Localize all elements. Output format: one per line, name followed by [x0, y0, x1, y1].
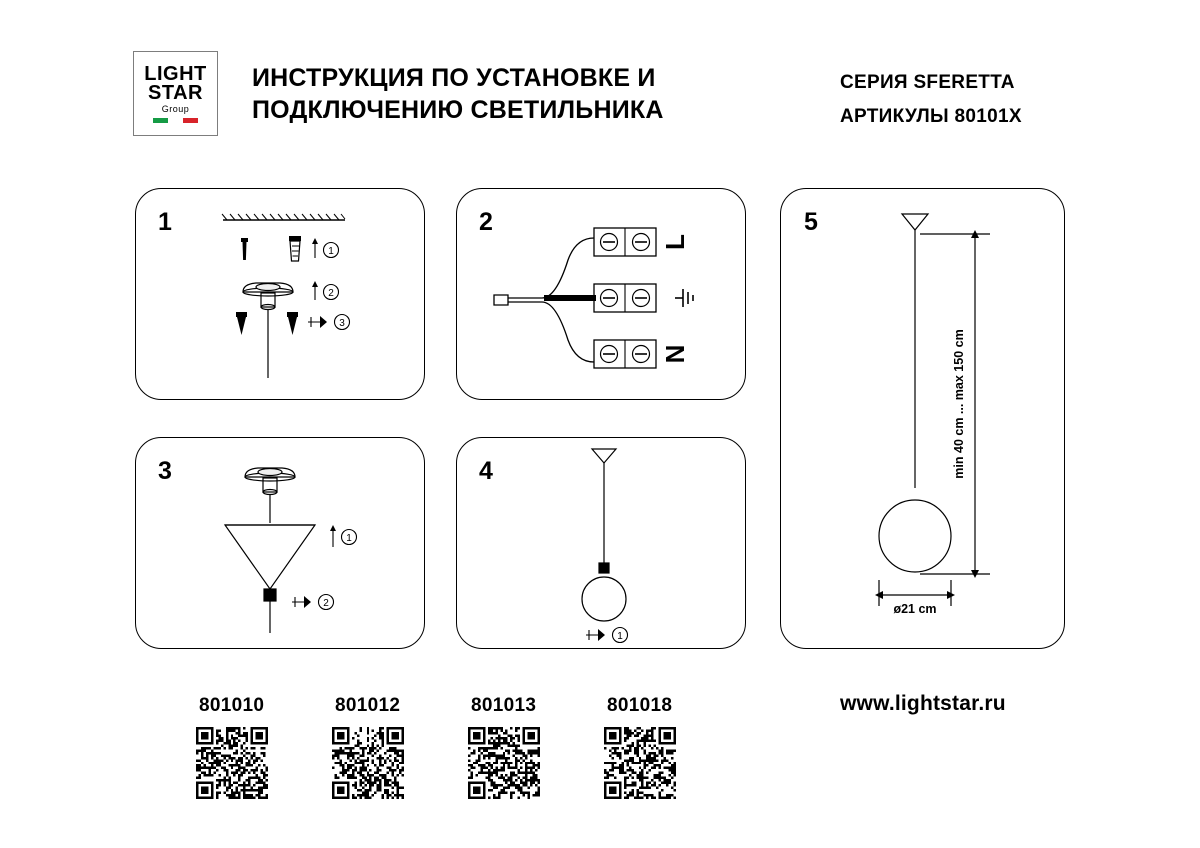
website-link[interactable]: www.lightstar.ru: [840, 692, 1006, 715]
qr-code-3[interactable]: [604, 727, 676, 799]
step-number-5: 5: [804, 208, 818, 236]
qr-code-0[interactable]: [196, 727, 268, 799]
page-title: ИНСТРУКЦИЯ ПО УСТАНОВКЕ И ПОДКЛЮЧЕНИЮ СВЕТИЛЬНИКА: [252, 64, 664, 124]
height-dimension-label: min 40 cm ... max 150 cm: [952, 329, 966, 479]
step-4-diagram: [456, 437, 746, 649]
step-3-diagram: [135, 437, 425, 649]
step-number-1: 1: [158, 208, 172, 236]
logo-line-1: LIGHT: [144, 62, 207, 85]
svg-text:3: 3: [339, 318, 345, 329]
step-5-diagram: [780, 188, 1065, 649]
logo-line-3: Group: [161, 103, 190, 114]
svg-text:2: 2: [328, 288, 334, 299]
step-number-2: 2: [479, 208, 493, 236]
step-2-diagram: [456, 188, 746, 400]
step-number-3: 3: [158, 457, 172, 485]
product-code-3: 801018: [607, 695, 673, 716]
article-label: АРТИКУЛЫ 80101X: [840, 106, 1022, 127]
step-number-4: 4: [479, 457, 493, 485]
logo-line-2: STAR: [148, 81, 203, 104]
svg-text:2: 2: [323, 598, 329, 609]
terminal-label-L: L: [660, 234, 690, 250]
series-label: СЕРИЯ SFERETTA: [840, 72, 1015, 93]
terminal-label-N: N: [660, 344, 690, 364]
earth-icon: [675, 289, 693, 307]
product-code-0: 801010: [199, 695, 265, 716]
product-code-2: 801013: [471, 695, 537, 716]
svg-text:1: 1: [617, 631, 623, 642]
qr-code-2[interactable]: [468, 727, 540, 799]
product-code-1: 801012: [335, 695, 401, 716]
italian-flag-icon: [153, 118, 199, 123]
qr-code-1[interactable]: [332, 727, 404, 799]
diameter-dimension-label: ø21 cm: [893, 602, 937, 616]
svg-text:1: 1: [328, 246, 334, 257]
lightstar-logo: [133, 51, 218, 136]
step-1-diagram: [135, 188, 425, 400]
svg-text:1: 1: [346, 533, 352, 544]
